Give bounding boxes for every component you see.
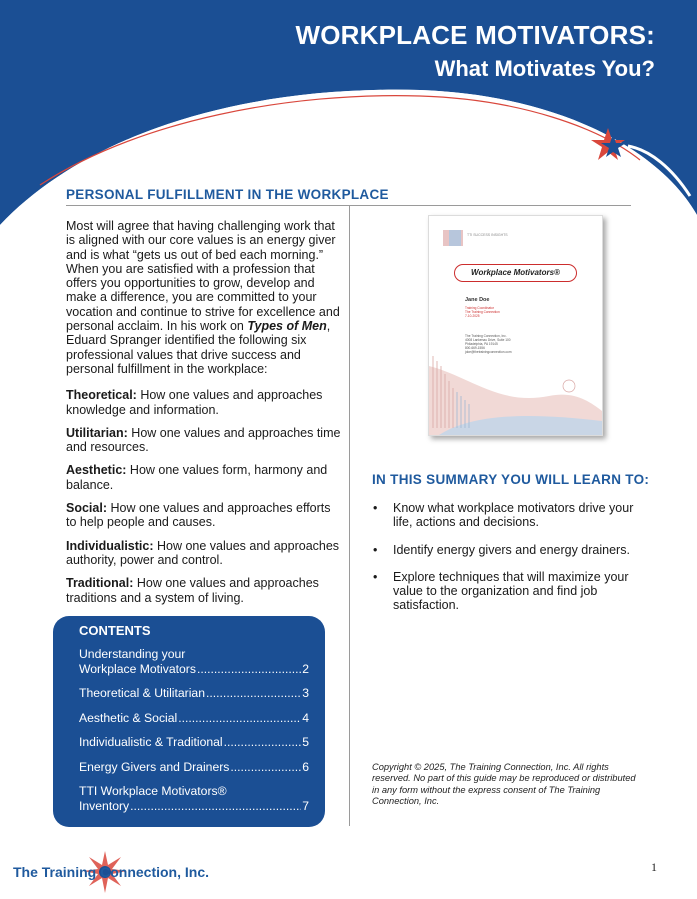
intro-paragraph: Most will agree that having challenging work that is aligned with our core values is an energy giver and is what “gets us out of bed each morning.” When you are satisfied with a profession that offers you opportunities to grow, develop and make a difference, you are committed to your vocation and continue to strive for excellence and personal acclaim. In his work on Types of Men, Eduard Spranger identified the following six professional values that drive success and personal fulfillment in the workplace: bbox=[66, 219, 340, 376]
column-divider bbox=[349, 206, 350, 826]
report-cover-details: Training Coordinator The Training Connection 7-10-2025 bbox=[465, 306, 500, 318]
report-cover-art bbox=[429, 216, 602, 435]
toc-entry[interactable]: Individualistic & Traditional ..... 5 bbox=[79, 735, 309, 750]
page-subtitle: What Motivates You? bbox=[434, 56, 655, 81]
report-cover-name: Jane Doe bbox=[465, 297, 490, 303]
learn-list bbox=[372, 501, 652, 626]
toc-entry[interactable]: Understanding your Workplace Motivators ..... 2 bbox=[79, 647, 309, 676]
value-aesthetic: Aesthetic: How one values form, harmony and balance. bbox=[66, 463, 328, 492]
contents-title: CONTENTS bbox=[79, 623, 151, 638]
list-item: • Know what workplace motivators drive your life, actions and decisions. bbox=[372, 501, 652, 530]
section-heading: PERSONAL FULFILLMENT IN THE WORKPLACE bbox=[66, 187, 389, 202]
report-cover-badge: Workplace Motivators® bbox=[454, 264, 577, 282]
report-cover-org: The Training Connection, Inc. 4008 Lankenau Drive, Suite 100 Philadelphia, PA 19145 800-669-1556 jdoe@thetrainingconnection.com bbox=[465, 334, 512, 354]
toc-entry[interactable]: Aesthetic & Social ..... 4 bbox=[79, 711, 309, 726]
learn-heading: IN THIS SUMMARY YOU WILL LEARN TO: bbox=[372, 472, 650, 487]
report-cover-image bbox=[428, 215, 603, 436]
toc-entry[interactable]: Energy Givers and Drainers ..... 6 bbox=[79, 760, 309, 775]
table-of-contents bbox=[79, 647, 309, 823]
value-utilitarian: Utilitarian: How one values and approaches time and resources. bbox=[66, 425, 341, 455]
company-logo bbox=[13, 849, 213, 895]
toc-entry[interactable]: Theoretical & Utilitarian ..... 3 bbox=[79, 686, 309, 701]
toc-entry[interactable]: TTI Workplace Motivators® Inventory ..... 7 bbox=[79, 784, 309, 813]
copyright-notice: Copyright © 2025, The Training Connection, Inc. All rights reserved. No part of this guide may be reproduced or distributed in any form without the express consent of The Training Connection, Inc. bbox=[372, 762, 636, 806]
value-traditional: Traditional: How one values and approaches traditions and a system of living. bbox=[66, 576, 319, 605]
list-item: • Explore techniques that will maximize your value to the organization and find job satisfaction. bbox=[372, 570, 652, 613]
value-individualistic: Individualistic: How one values and approaches authority, power and control. bbox=[66, 538, 340, 567]
company-logo-text: The Training Connection, Inc. bbox=[13, 864, 210, 880]
value-social: Social: How one values and approaches efforts to help people and causes. bbox=[66, 501, 331, 530]
contents-box bbox=[53, 616, 325, 827]
list-item: • Identify energy givers and energy drainers. bbox=[372, 543, 652, 557]
book-title: Types of Men bbox=[247, 319, 327, 334]
value-theoretical: Theoretical: How one values and approaches knowledge and information. bbox=[66, 388, 323, 417]
page-number: 1 bbox=[651, 860, 657, 874]
report-cover-logo: TTI SUCCESS INSIGHTS bbox=[467, 233, 508, 237]
left-column bbox=[66, 219, 344, 614]
page-title: WORKPLACE MOTIVATORS: bbox=[295, 20, 655, 50]
